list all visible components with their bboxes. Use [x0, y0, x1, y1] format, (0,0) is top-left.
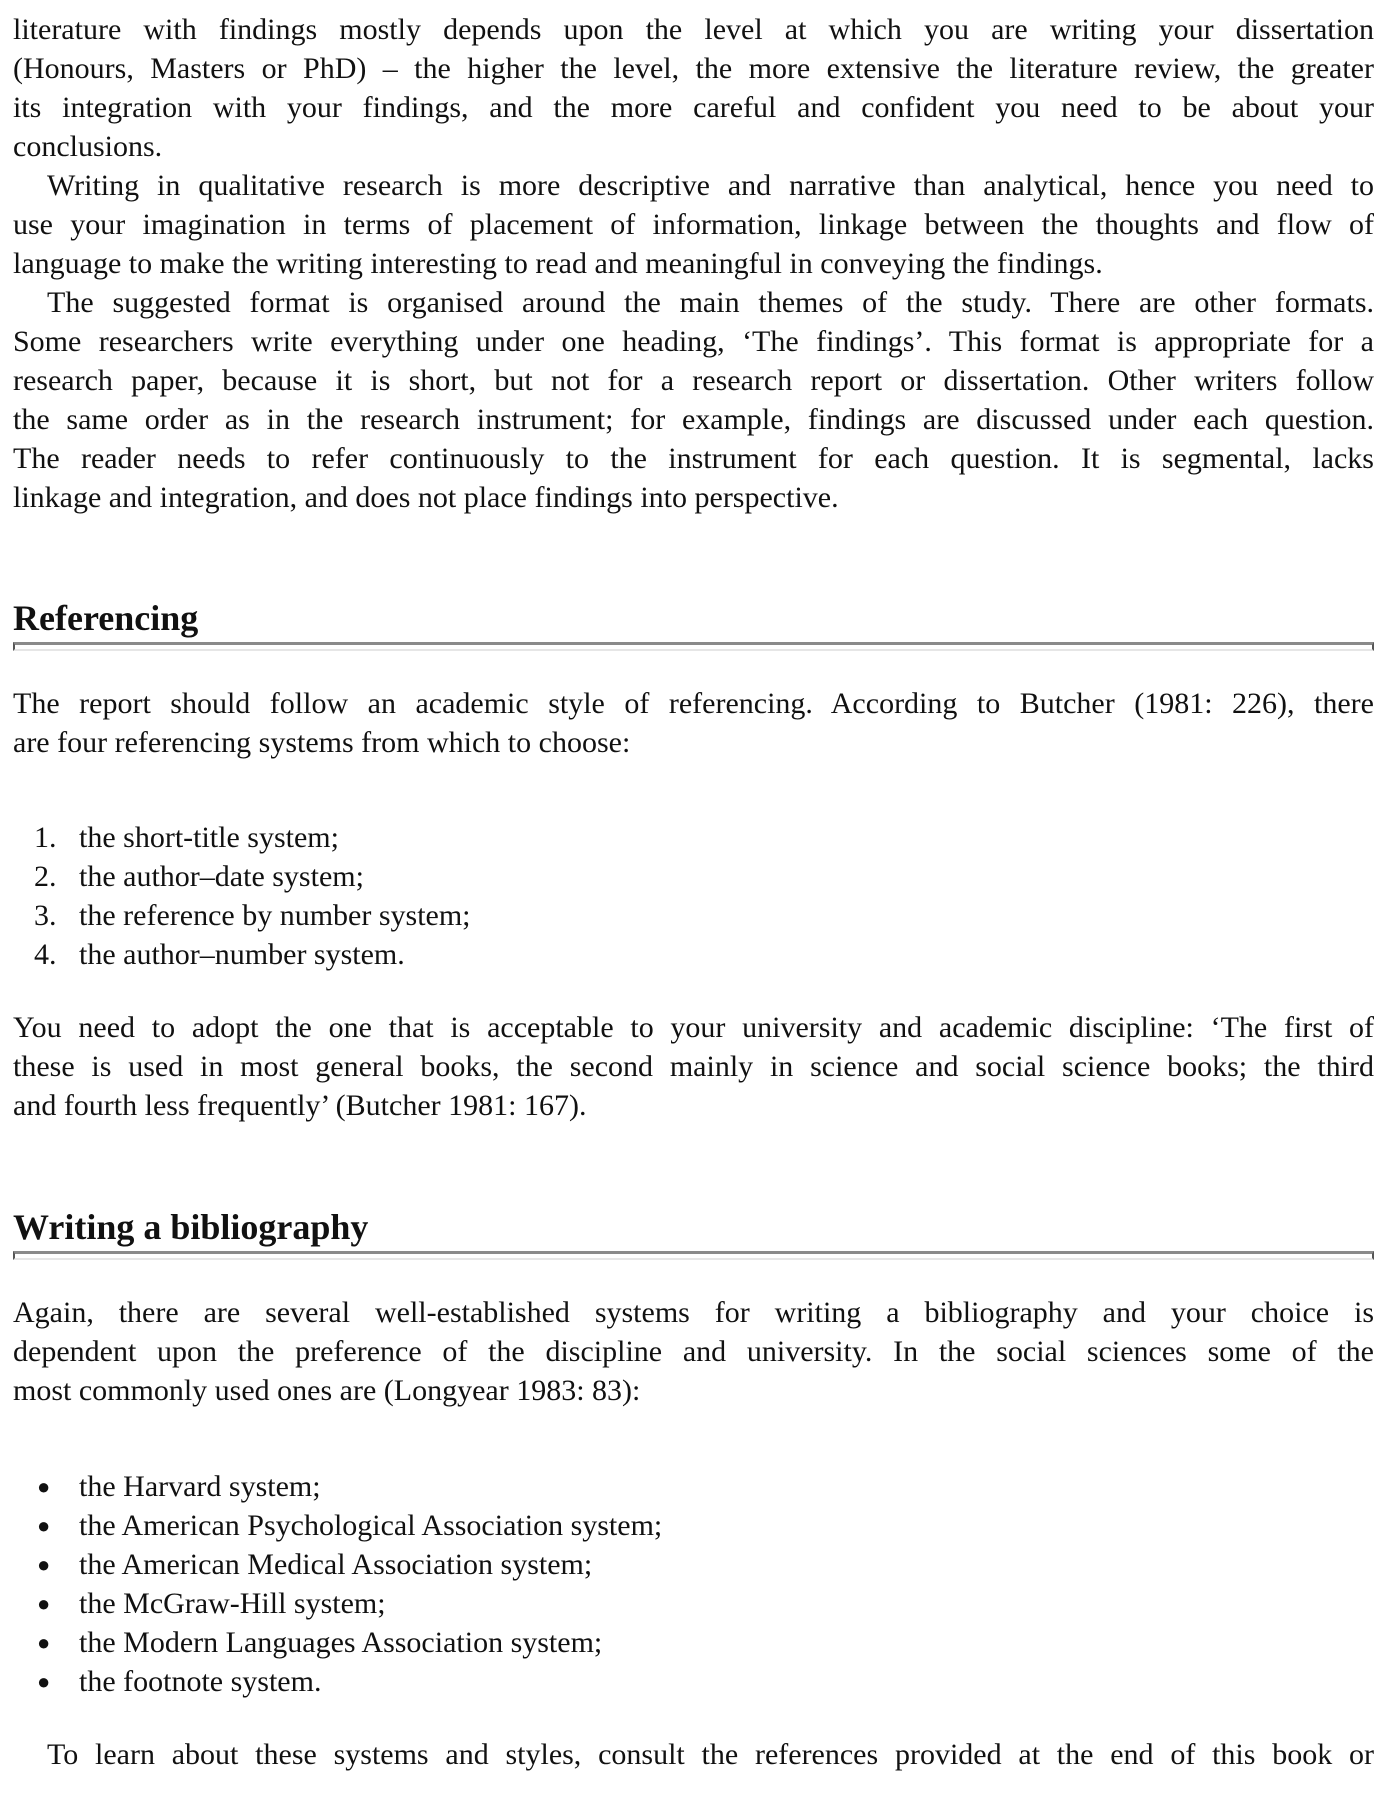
- list-marker: 1.: [34, 821, 57, 854]
- paragraph-line: language to make the writing interesting to read and meaningful in conveying the findings.: [13, 247, 1103, 280]
- paragraph: [13, 283, 1374, 517]
- list-marker: ●: [37, 1513, 51, 1538]
- list-item-text: the American Medical Association system;: [79, 1548, 593, 1581]
- list-marker: ●: [37, 1669, 51, 1694]
- list-item-text: the reference by number system;: [79, 899, 471, 932]
- section-heading-referencing: Referencing: [13, 598, 199, 638]
- list-marker: ●: [37, 1552, 51, 1577]
- list-item: [13, 1584, 1374, 1623]
- paragraph-line: and fourth less frequently’ (Butcher 1981: 167).: [13, 1089, 587, 1122]
- paragraph: [13, 166, 1374, 283]
- paragraph-line: You need to adopt the one that is acceptable to your university and academic discipline: ‘The first of: [13, 1011, 1374, 1044]
- paragraph-line: linkage and integration, and does not place findings into perspective.: [13, 481, 839, 514]
- paragraph-line: Some researchers write everything under one heading, ‘The findings’. This format is appropriate for a: [13, 325, 1374, 358]
- list-item: [13, 1467, 1374, 1506]
- list-item: [13, 1545, 1374, 1584]
- numbered-list: [13, 818, 1374, 974]
- list-item-text: the footnote system.: [79, 1665, 322, 1698]
- list-item-text: the McGraw-Hill system;: [79, 1587, 386, 1620]
- paragraph: [13, 1735, 1374, 1774]
- paragraph-line: research paper, because it is short, but not for a research report or dissertation. Other writers follow: [13, 364, 1374, 397]
- paragraph-line: use your imagination in terms of placement of information, linkage between the thoughts and flow of: [13, 208, 1374, 241]
- paragraph-line: its integration with your findings, and the more careful and confident you need to be about your: [13, 91, 1374, 124]
- paragraph-line: Writing in qualitative research is more descriptive and narrative than analytical, hence you need to: [47, 169, 1374, 202]
- paragraph: [13, 1008, 1374, 1125]
- list-marker: ●: [37, 1474, 51, 1499]
- paragraph-line: the same order as in the research instrument; for example, findings are discussed under each question.: [13, 403, 1374, 436]
- list-marker: ●: [37, 1591, 51, 1616]
- list-item-text: the Harvard system;: [79, 1470, 321, 1503]
- paragraph-line: these is used in most general books, the second mainly in science and social science books; the third: [13, 1050, 1374, 1083]
- paragraph-line: conclusions.: [13, 130, 163, 163]
- list-item-text: the Modern Languages Association system;: [79, 1626, 603, 1659]
- paragraph-line: dependent upon the preference of the discipline and university. In the social sciences some of the: [13, 1335, 1374, 1368]
- paragraph-line: are four referencing systems from which to choose:: [13, 726, 631, 759]
- paragraph-line: To learn about these systems and styles, consult the references provided at the end of this book or: [47, 1738, 1374, 1771]
- paragraph-line: most commonly used ones are (Longyear 1983: 83):: [13, 1374, 641, 1407]
- paragraph: [13, 1293, 1374, 1410]
- list-item-text: the short-title system;: [79, 821, 339, 854]
- section-heading-bibliography: Writing a bibliography: [13, 1207, 369, 1247]
- list-item: [13, 857, 1374, 896]
- list-item: [13, 896, 1374, 935]
- paragraph-line: Again, there are several well-established systems for writing a bibliography and your choice is: [13, 1296, 1374, 1329]
- list-item-text: the author–date system;: [79, 860, 364, 893]
- list-item-text: the author–number system.: [79, 938, 405, 971]
- list-item: [13, 1506, 1374, 1545]
- heading-rule: [13, 642, 1374, 651]
- list-marker: 3.: [34, 899, 57, 932]
- list-marker: ●: [37, 1630, 51, 1655]
- list-item: [13, 935, 1374, 974]
- paragraph: [13, 684, 1374, 762]
- list-item: [13, 1623, 1374, 1662]
- heading-rule: [13, 1251, 1374, 1260]
- paragraph: [13, 10, 1374, 166]
- list-marker: 4.: [34, 938, 57, 971]
- paragraph-line: The reader needs to refer continuously to the instrument for each question. It is segmental, lacks: [13, 442, 1374, 475]
- paragraph-line: The report should follow an academic style of referencing. According to Butcher (1981: 226), there: [13, 687, 1374, 720]
- list-item: [13, 818, 1374, 857]
- list-marker: 2.: [34, 860, 57, 893]
- bulleted-list: [13, 1467, 1374, 1701]
- paragraph-line: (Honours, Masters or PhD) – the higher the level, the more extensive the literature review, the greater: [13, 52, 1374, 85]
- list-item-text: the American Psychological Association system;: [79, 1509, 663, 1542]
- paragraph-line: The suggested format is organised around the main themes of the study. There are other formats.: [47, 286, 1374, 319]
- list-item: [13, 1662, 1374, 1701]
- paragraph-line: literature with findings mostly depends upon the level at which you are writing your dissertation: [13, 13, 1374, 46]
